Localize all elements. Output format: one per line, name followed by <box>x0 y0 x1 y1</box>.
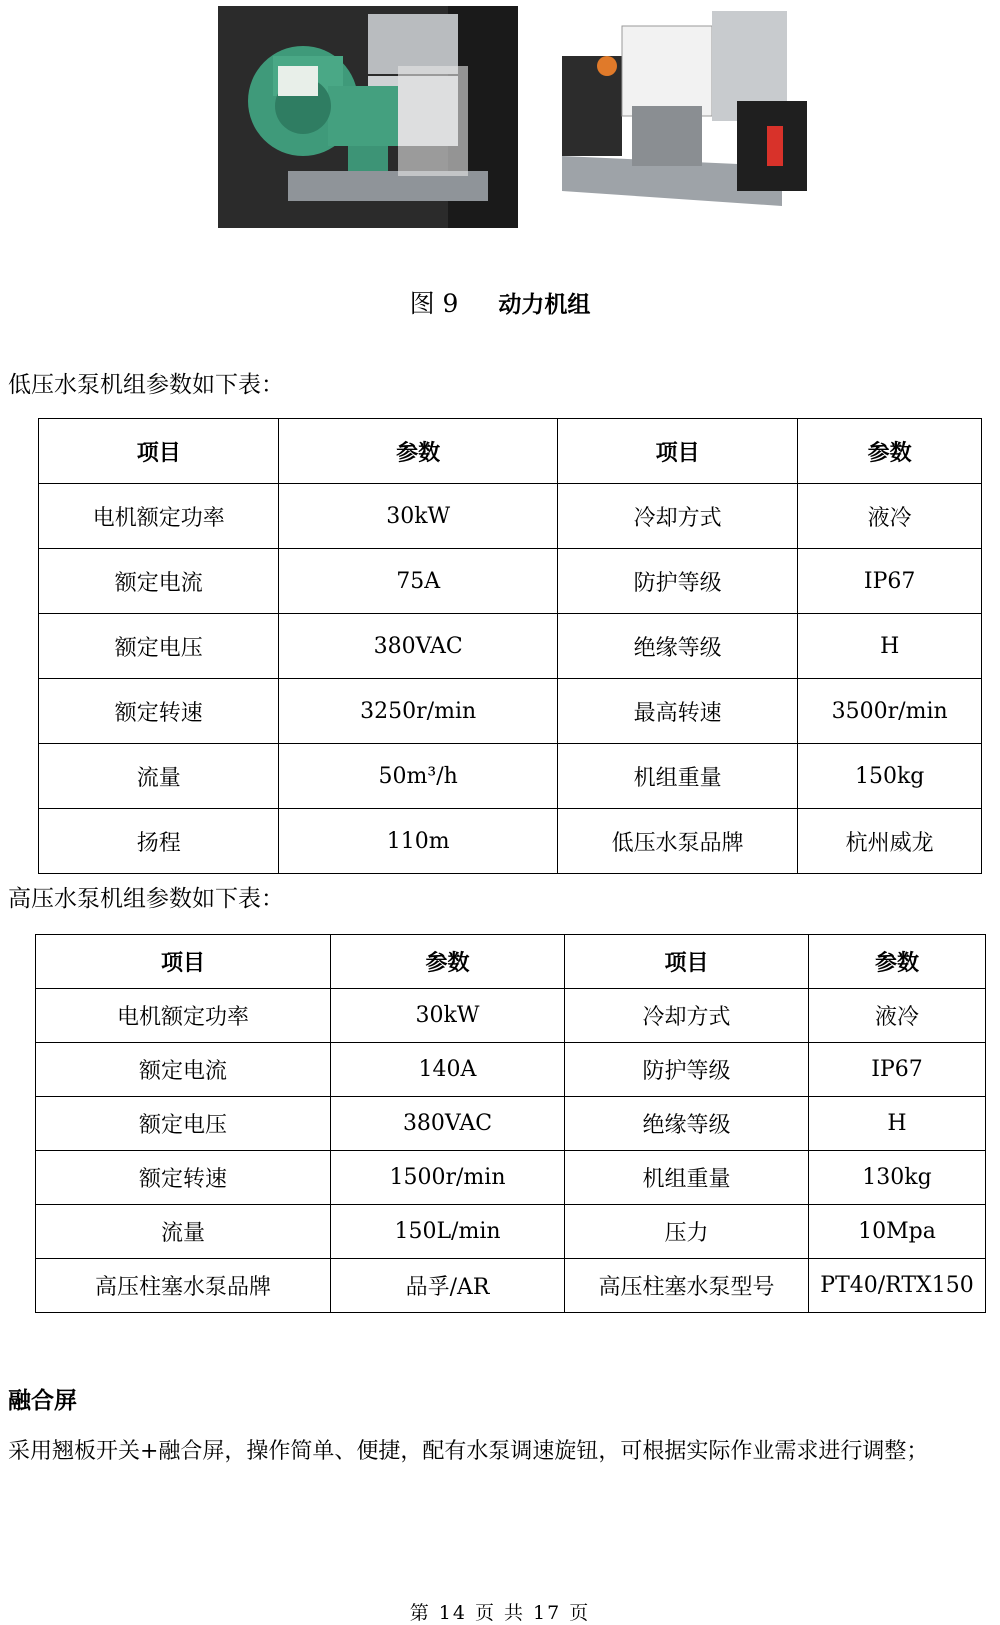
photo-low-pressure-pump-unit <box>218 6 518 228</box>
table-cell: 机组重量 <box>557 744 797 809</box>
figure-number: 图 9 <box>409 289 459 318</box>
table-cell: 额定电压 <box>36 1097 331 1151</box>
table-cell: 3500r/min <box>798 679 982 744</box>
table-cell: 防护等级 <box>557 549 797 614</box>
table-row <box>39 679 982 744</box>
header-cell: 参数 <box>279 419 558 484</box>
high-pressure-intro: 高压水泵机组参数如下表： <box>8 886 284 912</box>
table-cell: 杭州威龙 <box>798 809 982 874</box>
figure-caption <box>0 284 1000 320</box>
table-cell: 液冷 <box>798 484 982 549</box>
table-cell: 最高转速 <box>557 679 797 744</box>
table-cell: 30kW <box>279 484 558 549</box>
table-cell: 低压水泵品牌 <box>557 809 797 874</box>
table-row <box>39 614 982 679</box>
figure-title: 动力机组 <box>498 292 591 318</box>
table-cell: 1500r/min <box>331 1151 565 1205</box>
table-cell: 150kg <box>798 744 982 809</box>
table-cell: 压力 <box>565 1205 809 1259</box>
header-cell: 项目 <box>557 419 797 484</box>
table-cell: 品孚/AR <box>331 1259 565 1313</box>
table-cell: 110m <box>279 809 558 874</box>
table-cell: H <box>809 1097 986 1151</box>
table-cell: 额定电流 <box>39 549 279 614</box>
header-cell: 项目 <box>565 935 809 989</box>
low-pressure-intro: 低压水泵机组参数如下表： <box>8 372 284 398</box>
table-cell: 130kg <box>809 1151 986 1205</box>
table-cell: 75A <box>279 549 558 614</box>
table-row <box>39 744 982 809</box>
header-cell: 参数 <box>331 935 565 989</box>
table-row <box>36 989 986 1043</box>
table-cell: 冷却方式 <box>557 484 797 549</box>
header-cell: 参数 <box>809 935 986 989</box>
table-cell: 高压柱塞水泵品牌 <box>36 1259 331 1313</box>
table-cell: 30kW <box>331 989 565 1043</box>
table-cell: PT40/RTX150 <box>809 1259 986 1313</box>
table-cell: 额定电压 <box>39 614 279 679</box>
table-cell: 机组重量 <box>565 1151 809 1205</box>
table-cell: 防护等级 <box>565 1043 809 1097</box>
table-cell: 140A <box>331 1043 565 1097</box>
page-footer: 第 14 页 共 17 页 <box>409 1602 591 1624</box>
table-cell: 冷却方式 <box>565 989 809 1043</box>
table-cell: 绝缘等级 <box>557 614 797 679</box>
table-header-row <box>39 419 982 484</box>
header-cell: 项目 <box>39 419 279 484</box>
table-row <box>36 1151 986 1205</box>
table-cell: 3250r/min <box>279 679 558 744</box>
table-cell: IP67 <box>798 549 982 614</box>
table-row <box>39 809 982 874</box>
table-row <box>39 484 982 549</box>
table-cell: 液冷 <box>809 989 986 1043</box>
section-paragraph: 采用翘板开关+融合屏，操作简单、便捷，配有水泵调速旋钮，可根据实际作业需求进行调整； <box>8 1439 929 1464</box>
table-cell: 50m³/h <box>279 744 558 809</box>
header-cell: 参数 <box>798 419 982 484</box>
table-cell: 流量 <box>36 1205 331 1259</box>
table-cell: 150L/min <box>331 1205 565 1259</box>
table-cell: 绝缘等级 <box>565 1097 809 1151</box>
table-row <box>36 1259 986 1313</box>
low-pressure-table <box>38 418 982 874</box>
high-pressure-table <box>35 934 986 1313</box>
table-row <box>36 1097 986 1151</box>
table-cell: 380VAC <box>331 1097 565 1151</box>
table-cell: 扬程 <box>39 809 279 874</box>
table-cell: 电机额定功率 <box>39 484 279 549</box>
header-cell: 项目 <box>36 935 331 989</box>
table-cell: H <box>798 614 982 679</box>
table-cell: 380VAC <box>279 614 558 679</box>
table-header-row <box>36 935 986 989</box>
table-cell: 10Mpa <box>809 1205 986 1259</box>
section-heading: 融合屏 <box>8 1388 77 1414</box>
table-row <box>36 1205 986 1259</box>
table-cell: 高压柱塞水泵型号 <box>565 1259 809 1313</box>
table-cell: 额定电流 <box>36 1043 331 1097</box>
table-cell: 额定转速 <box>39 679 279 744</box>
table-row <box>36 1043 986 1097</box>
table-cell: 流量 <box>39 744 279 809</box>
table-cell: IP67 <box>809 1043 986 1097</box>
table-cell: 额定转速 <box>36 1151 331 1205</box>
photo-high-pressure-pump-unit <box>552 6 852 228</box>
table-row <box>39 549 982 614</box>
table-cell: 电机额定功率 <box>36 989 331 1043</box>
